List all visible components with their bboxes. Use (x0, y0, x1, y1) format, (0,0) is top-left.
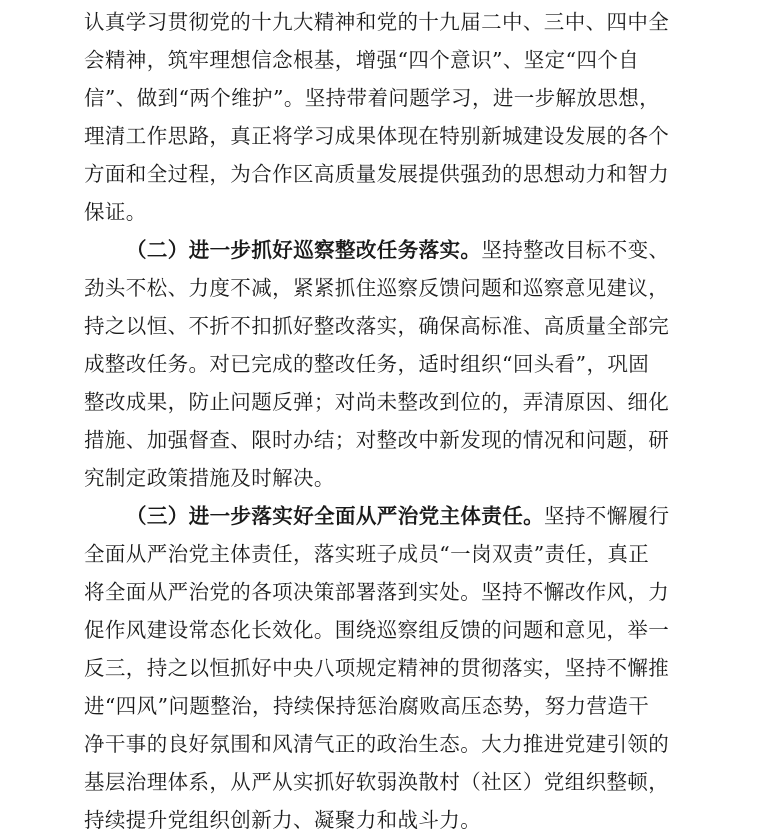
text-line: 理清工作思路，真正将学习成果体现在特别新城建设发展的各个 (84, 124, 670, 148)
text-line: 究制定政策措施及时解决。 (84, 466, 335, 490)
text-line: 方面和全过程，为合作区高质量发展提供强劲的思想动力和智力 (84, 162, 670, 186)
text-line: 会精神，筑牢理想信念根基，增强“四个意识”、坚定“四个自 (84, 48, 640, 72)
text-line: 净干事的良好氛围和风清气正的政治生态。大力推进党建引领的 (84, 732, 670, 756)
text-line: 整改成果，防止问题反弹；对尚未整改到位的，弄清原因、细化 (84, 390, 670, 414)
paragraph-first-line (126, 497, 669, 535)
text-line: 反三，持之以恒抓好中央八项规定精神的贯彻落实，坚持不懈推 (84, 656, 670, 680)
text-line: 基层治理体系，从严从实抓好软弱涣散村（社区）党组织整顿， (84, 770, 670, 794)
text-line: 将全面从严治党的各项决策部署落到实处。坚持不懈改作风，力 (84, 580, 670, 604)
text-line: 信”、做到“两个维护”。坚持带着问题学习，进一步解放思想， (84, 86, 661, 110)
text-line: 持续提升党组织创新力、凝聚力和战斗力。 (84, 808, 482, 832)
text-line: 成整改任务。对已完成的整改任务，适时组织“回头看”，巩固 (84, 352, 650, 376)
text-run: 坚持不懈履行 (544, 504, 670, 528)
text-line: 促作风建设常态化长效化。围绕巡察组反馈的问题和意见，举一 (84, 618, 670, 642)
text-line: 持之以恒、不折不扣抓好整改落实，确保高标准、高质量全部完 (84, 314, 670, 338)
text-line: 认真学习贯彻党的十九大精神和党的十九届二中、三中、四中全 (84, 10, 670, 34)
text-line: 保证。 (84, 200, 147, 224)
text-line: 进“四风”问题整治，持续保持惩治腐败高压态势，努力营造干 (84, 694, 650, 718)
paragraph-first-line (126, 231, 669, 269)
section-heading: （三）进一步落实好全面从严治党主体责任。 (126, 504, 544, 528)
section-heading: （二）进一步抓好巡察整改任务落实。 (126, 238, 482, 262)
text-line: 全面从严治党主体责任，落实班子成员“一岗双责”责任，真正 (84, 542, 650, 566)
text-run: 坚持整改目标不变、 (481, 238, 670, 262)
text-line: 措施、加强督查、限时办结；对整改中新发现的情况和问题，研 (84, 428, 670, 452)
text-line: 劲头不松、力度不减，紧紧抓住巡察反馈问题和巡察意见建议， (84, 276, 670, 300)
